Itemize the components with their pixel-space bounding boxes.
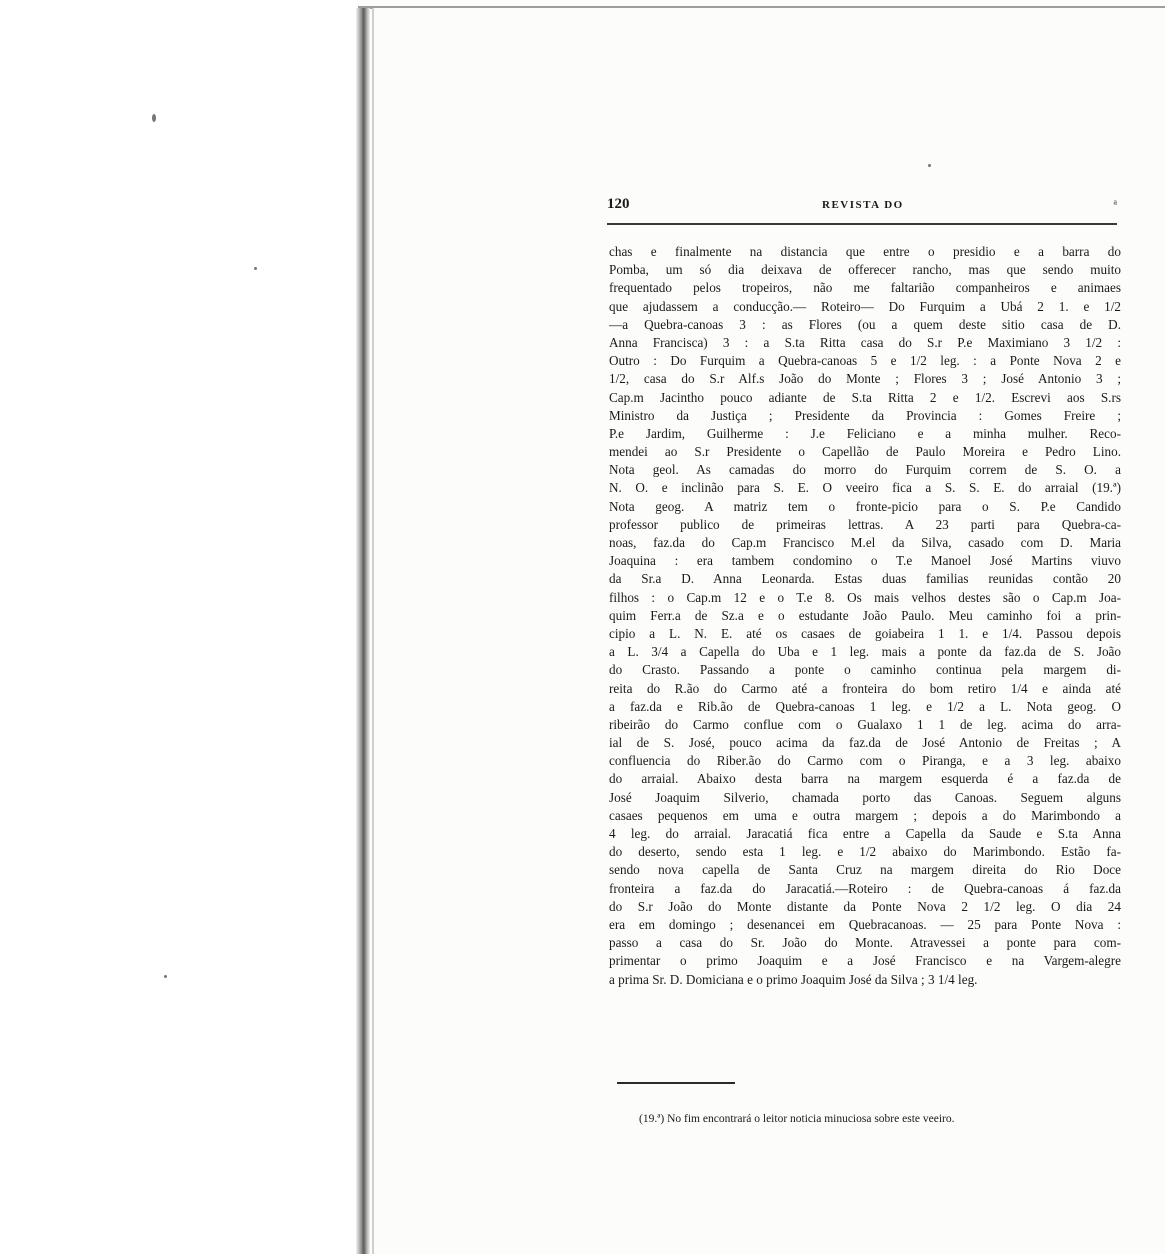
text-line: Anna Francisca) 3 : a S.ta Ritta casa do S.r P.e Maximiano 3 1/2 : [609,334,1121,350]
footnote: (19.ª) No fim encontrará o leitor noticia minuciosa sobre este veeiro. [639,1113,955,1125]
book-spine [356,8,370,1254]
text-line: confluencia do Riber.ão do Carmo com o Piranga, e a 3 leg. abaixo [609,753,1121,769]
text-line: reita do R.ão do Carmo até a fronteira do bom retiro 1/4 e ainda até [609,680,1121,696]
text-line: do arraial. Abaixo desta barra na margem esquerda é a faz.da de [609,771,1121,787]
header-rule [607,223,1117,225]
text-line: —a Quebra-canoas 3 : as Flores (ou a quem deste sitio casa de D. [609,316,1121,332]
text-line: a L. 3/4 a Capella do Uba e 1 leg. mais a ponte da faz.da de S. João [609,644,1121,660]
body-text [609,243,1121,989]
text-line: do Crasto. Passando a ponte o caminho continua pela margem di- [609,662,1121,678]
text-line: frequentado pelos tropeiros, não me faltarião companheiros e animaes [609,280,1121,296]
text-line: Nota geol. As camadas do morro do Furquim correm de S. O. a [609,462,1121,478]
text-line: a faz.da e Rib.ão de Quebra-canoas 1 leg. e 1/2 a L. Nota geog. O [609,698,1121,714]
text-line: 4 leg. do arraial. Jaracatiá fica entre a Capella da Saude e S.ta Anna [609,826,1121,841]
text-line: mendei ao S.r Presidente o Capellão de Paulo Moreira e Pedro Lino. [609,444,1121,460]
text-line: passo a casa do Sr. João do Monte. Atravessei a ponte para com- [609,935,1121,951]
text-line: ribeirão do Carmo conflue com o Gualaxo 1 1 de leg. acima do arra- [609,716,1121,732]
text-line: do S.r João do Monte distante da Ponte Nova 2 1/2 leg. O dia 24 [609,898,1121,914]
margin-speck [254,267,257,270]
text-line: chas e finalmente na distancia que entre o presidio e a barra do [609,244,1121,259]
text-line: da Sr.a D. Anna Leonarda. Estas duas familias reunidas contão 20 [609,571,1121,587]
running-title: REVISTA DO [822,199,904,211]
text-line: P.e Jardim, Guilherme : J.e Feliciano e a minha mulher. Reco- [609,425,1121,441]
text-line: Pomba, um só dia deixava de offerecer rancho, mas que sendo muito [609,262,1121,278]
text-line: a prima Sr. D. Domiciana e o primo Joaquim José da Silva ; 3 1/4 leg. [609,971,978,987]
text-line: Cap.m Jacintho pouco adiante de S.ta Ritta 2 e 1/2. Escrevi aos S.rs [609,389,1121,405]
text-line: que ajudassem a conducção.— Roteiro— Do Furquim a Ubá 2 1. e 1/2 [609,298,1121,314]
footnote-rule [617,1082,735,1084]
text-line: ial de S. José, pouco acima da faz.da de José Antonio de Freitas ; A [609,735,1121,751]
text-line: professor publico de primeiras lettras. A 23 parti para Quebra-ca- [609,516,1121,532]
left-page-margin [0,0,356,1254]
page-number: 120 [607,196,630,212]
text-line: do deserto, sendo esta 1 leg. e 1/2 abaixo do Marimbondo. Estão fa- [609,844,1121,860]
header-mark: ᵃ [1113,196,1117,211]
text-line: casaes pequenos em uma e outra margem ; depois a do Marimbondo a [609,807,1121,823]
text-line: era em domingo ; desenancei em Quebracanoas. — 25 para Ponte Nova : [609,916,1121,932]
page-header [607,196,1117,218]
margin-speck [164,975,167,978]
text-line: José Joaquim Silverio, chamada porto das Canoas. Seguem alguns [609,789,1121,805]
margin-speck [152,114,156,122]
text-line: 1/2, casa do S.r Alf.s João do Monte ; Flores 3 ; José Antonio 3 ; [609,371,1121,387]
text-line: filhos : o Cap.m 12 e o T.e 8. Os mais velhos destes são o Cap.m Joa- [609,589,1121,605]
text-line: sendo nova capella de Santa Cruz na margem direita do Rio Doce [609,862,1121,878]
text-line: noas, faz.da do Cap.m Francisco M.el da Silva, casado com D. Maria [609,535,1121,550]
text-line: fronteira a faz.da do Jaracatiá.—Roteiro : de Quebra-canoas á faz.da [609,880,1121,896]
text-line: N. O. e inclinão para S. E. O veeiro fica a S. S. E. do arraial (19.ª) [609,480,1121,496]
text-line: cipio a L. N. E. até os casaes de goiabeira 1 1. e 1/4. Passou depois [609,625,1121,641]
text-line: primentar o primo Joaquim e a José Francisco e na Vargem-alegre [609,953,1121,969]
text-line: Outro : Do Furquim a Quebra-canoas 5 e 1/2 leg. : a Ponte Nova 2 e [609,353,1121,369]
text-line: Ministro da Justiça ; Presidente da Provincia : Gomes Freire ; [609,407,1121,423]
text-line: Nota geog. A matriz tem o fronte-picio para o S. P.e Candido [609,498,1121,514]
page-speck [928,164,931,167]
text-line: quim Ferr.a de Sz.a e o estudante João Paulo. Meu caminho foi a prin- [609,607,1121,623]
text-line: Joaquina : era tambem condomino o T.e Manoel José Martins viuvo [609,553,1121,569]
